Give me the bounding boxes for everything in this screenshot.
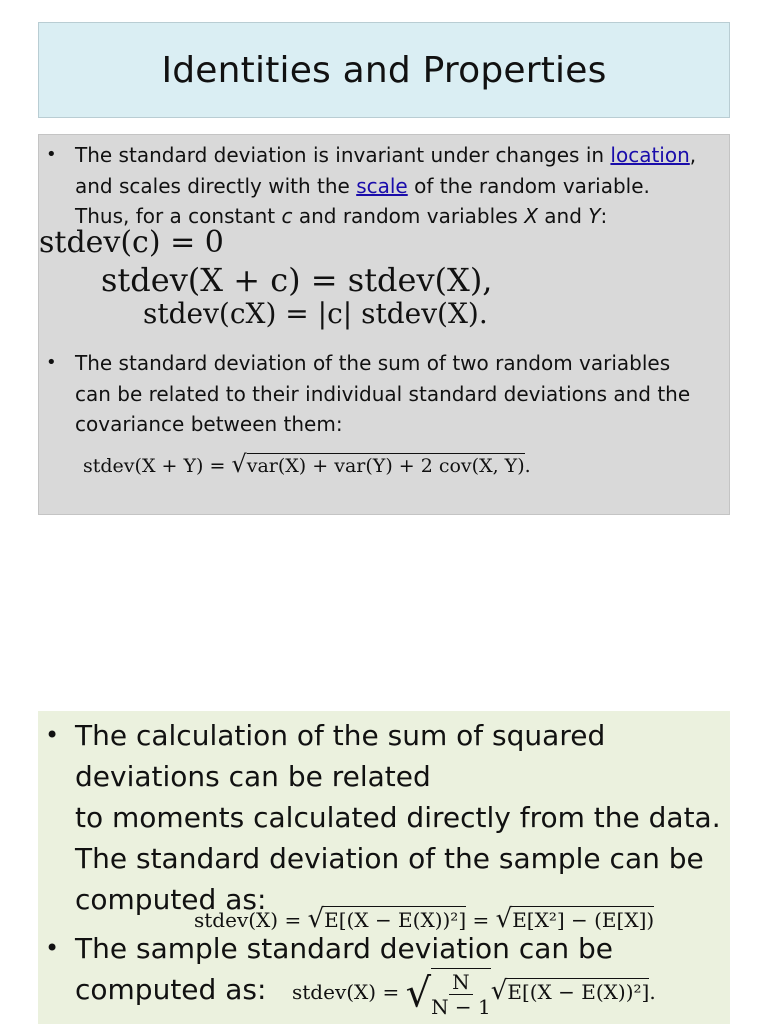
sqrt-symbol: √	[231, 450, 247, 478]
bullet-line: The standard deviation of the sample can be	[75, 842, 704, 875]
bullet-marker: •	[45, 721, 60, 749]
slide-title-box	[38, 22, 730, 118]
location-link[interactable]: location	[610, 143, 690, 167]
bullet-line: The standard deviation is invariant under changes in location,	[75, 143, 697, 167]
bullet-line: The sample standard deviation can be	[75, 932, 614, 965]
bullet-moments	[45, 715, 725, 920]
formula-stdev-scale: stdev(cX) = |c| stdev(X).	[143, 297, 488, 330]
sqrt-symbol: √	[490, 976, 508, 1006]
bullet-marker: •	[46, 352, 57, 373]
scale-link[interactable]: scale	[356, 173, 408, 198]
formula-stdev-sum: stdev(X + Y) = √var(X) + var(Y) + 2 cov(X, Y).	[83, 450, 531, 478]
sqrt-symbol: √	[405, 970, 432, 1017]
bullet-line: Thus, for a constant c and random variables X and Y:	[75, 204, 608, 228]
formula-stdev-moments: stdev(X) = √E[(X − E(X))²] = √E[X²] − (E[X])	[194, 904, 655, 934]
formula-stdev-shift: stdev(X + c) = stdev(X),	[101, 261, 493, 299]
bullet-sum-stdev	[46, 348, 725, 440]
bullet-line: The standard deviation of the sum of two random variables	[75, 351, 671, 375]
fraction: $\frac{N}{N - 1}$	[431, 970, 491, 1019]
slide-title: Identities and Properties	[161, 49, 607, 91]
bullet-line: can be related to their individual standard deviations and the	[75, 381, 691, 406]
bullet-line: covariance between them:	[75, 412, 343, 436]
bullet-line: computed as:	[75, 883, 267, 916]
bullet-line: The calculation of the sum of squared	[75, 719, 606, 752]
bullet-line: and scales directly with the scale of the random variable.	[75, 173, 650, 198]
formula-stdev-constant: stdev(c) = 0	[39, 225, 224, 260]
bullet-line: deviations can be related	[75, 760, 431, 793]
bullet-invariance	[46, 140, 725, 232]
bullet-marker: •	[46, 144, 57, 165]
bullet-line: computed as:	[75, 973, 267, 1006]
sqrt-symbol: √	[495, 904, 513, 934]
properties-box	[38, 134, 730, 515]
bullet-marker: •	[45, 934, 60, 962]
bullet-line: to moments calculated directly from the data.	[75, 801, 721, 834]
sqrt-symbol: √	[307, 904, 325, 934]
formula-sample-stdev: stdev(X) = √ $\frac{N}{N - 1}$ √E[(X − E(X))²].	[292, 970, 656, 1019]
